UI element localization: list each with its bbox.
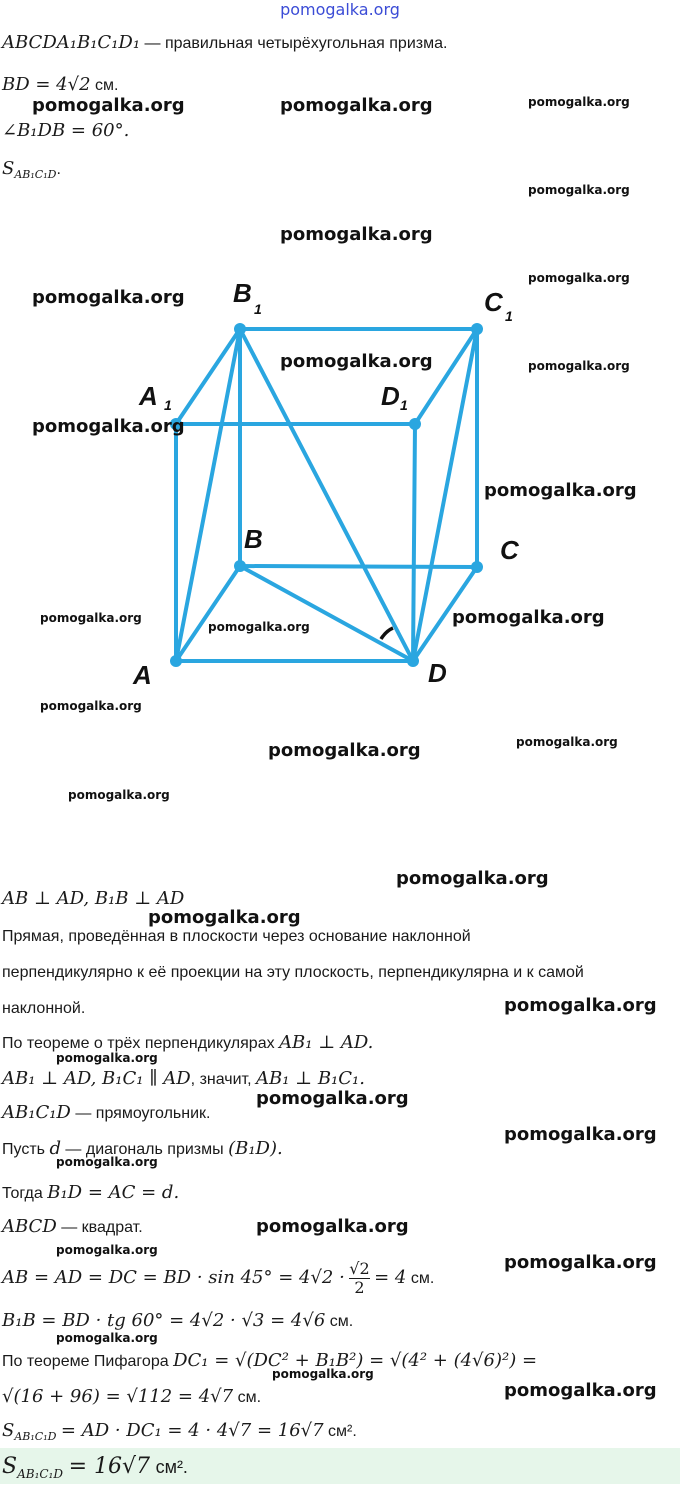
angle-arc xyxy=(381,628,393,639)
answer-s: S xyxy=(2,1454,18,1479)
watermark: pomogalka.org xyxy=(528,271,630,285)
pyth-math: DC₁ = √(DC² + B₁B²) = √(4² + (4√6)²) = xyxy=(173,1350,538,1371)
watermark: pomogalka.org xyxy=(504,1252,657,1273)
rule-line-3: наклонной. xyxy=(2,1000,86,1017)
watermark: pomogalka.org xyxy=(396,868,549,889)
area-unit: см². xyxy=(328,1423,357,1440)
label-D1: D xyxy=(381,381,400,411)
vertex-D1 xyxy=(409,418,421,430)
let-text-1: Пусть xyxy=(2,1141,45,1158)
given-find: $S_{AB_1C_1D}$. xyxy=(2,158,61,182)
answer-rest: = 16√7 xyxy=(68,1454,150,1479)
area-s: S xyxy=(2,1420,15,1441)
label-A1-sub: 1 xyxy=(164,397,172,413)
edge-DD1 xyxy=(413,424,415,661)
pyth-line xyxy=(2,1350,537,1373)
par-math-1: AB₁ ⊥ AD, B₁C₁ ∥ AD xyxy=(2,1068,191,1089)
then-line xyxy=(2,1182,179,1205)
angle-math: ∠B₁DB = 60°. xyxy=(2,120,130,141)
area-sub: AB₁C₁D xyxy=(14,1430,57,1444)
let-math-d: d xyxy=(49,1138,61,1159)
three-perp-math: AB₁ ⊥ AD. xyxy=(279,1032,374,1053)
vertex-A xyxy=(170,655,182,667)
watermark: pomogalka.org xyxy=(56,1331,158,1345)
watermark: pomogalka.org xyxy=(56,1155,158,1169)
prism-edges xyxy=(176,329,477,661)
let-math-2: (B₁D). xyxy=(228,1138,283,1159)
watermark: pomogalka.org xyxy=(148,907,301,928)
watermark: pomogalka.org xyxy=(280,95,433,116)
edge-BC xyxy=(240,566,477,567)
square-math: ABCD xyxy=(2,1216,57,1237)
label-B: B xyxy=(244,524,263,554)
watermark: pomogalka.org xyxy=(32,95,185,116)
rule-line-2: перпендикулярно к её проекции на эту плоскость, перпендикулярна и к самой xyxy=(2,964,584,981)
watermark: pomogalka.org xyxy=(528,183,630,197)
label-D1-sub: 1 xyxy=(400,397,408,413)
watermark: pomogalka.org xyxy=(484,480,637,501)
find-sub: AB₁C₁D xyxy=(14,168,57,182)
watermark: pomogalka.org xyxy=(516,735,618,749)
bd-unit: см. xyxy=(95,77,119,94)
ab-frac-den: 2 xyxy=(354,1278,365,1298)
square-line xyxy=(2,1216,143,1239)
diag-B1D xyxy=(240,329,413,661)
watermark: pomogalka.org xyxy=(56,1243,158,1257)
top-watermark: pomogalka.org xyxy=(280,0,400,19)
label-A: A xyxy=(133,660,152,690)
watermark: pomogalka.org xyxy=(504,1124,657,1145)
pyth-unit: см. xyxy=(237,1389,262,1406)
answer-unit: см². xyxy=(155,1457,188,1477)
watermark: pomogalka.org xyxy=(504,1380,657,1401)
three-perp-text: По теореме о трёх перпендикулярах xyxy=(2,1035,275,1052)
label-B1-sub: 1 xyxy=(254,301,262,317)
prism-math: ABCDA₁B₁C₁D₁ xyxy=(2,32,141,53)
answer-sub: AB₁C₁D xyxy=(17,1467,63,1481)
ab-math: AB = AD = DC = BD · sin 45° = 4√2 · xyxy=(2,1267,345,1288)
watermark: pomogalka.org xyxy=(452,607,605,628)
watermark: pomogalka.org xyxy=(528,359,630,373)
rect-math: AB₁C₁D xyxy=(2,1102,71,1123)
area-line xyxy=(2,1420,357,1448)
ab-frac-num: √2 xyxy=(349,1259,370,1279)
label-A1: A xyxy=(139,381,158,411)
watermark: pomogalka.org xyxy=(504,995,657,1016)
answer-line xyxy=(2,1456,188,1485)
vertex-B1 xyxy=(234,323,246,335)
rect-text: — прямоугольник. xyxy=(75,1105,211,1122)
watermark: pomogalka.org xyxy=(32,287,185,308)
vertex-C1 xyxy=(471,323,483,335)
area-rest: = AD · DC₁ = 4 · 4√7 = 16√7 xyxy=(60,1420,324,1441)
label-C1: C xyxy=(484,287,503,317)
b1b-line xyxy=(2,1310,353,1333)
then-math: B₁D = AC = d. xyxy=(47,1182,180,1203)
watermark: pomogalka.org xyxy=(280,351,433,372)
watermark: pomogalka.org xyxy=(56,1051,158,1065)
watermark: pomogalka.org xyxy=(208,620,310,634)
pyth-math-2: √(16 + 96) = √112 = 4√7 xyxy=(2,1386,234,1407)
b1b-unit: см. xyxy=(329,1313,354,1330)
pyth-line-2 xyxy=(2,1386,261,1409)
vertex-B xyxy=(234,560,246,572)
watermark: pomogalka.org xyxy=(272,1367,374,1381)
par-math-2: AB₁ ⊥ B₁C₁. xyxy=(256,1068,365,1089)
watermark: pomogalka.org xyxy=(32,416,185,437)
vertex-D xyxy=(407,655,419,667)
label-C1-sub: 1 xyxy=(505,308,513,324)
label-C: C xyxy=(500,535,519,565)
ab-result: = 4 xyxy=(374,1267,407,1288)
ab-fraction xyxy=(349,1260,369,1297)
find-math: S xyxy=(2,158,15,179)
watermark: pomogalka.org xyxy=(268,740,421,761)
square-text: — квадрат. xyxy=(61,1219,143,1236)
watermark: pomogalka.org xyxy=(68,788,170,802)
b1b-math: B₁B = BD · tg 60° = 4√2 · √3 = 4√6 xyxy=(2,1310,326,1331)
then-text: Тогда xyxy=(2,1185,43,1202)
perp-math: AB ⊥ AD, B₁B ⊥ AD xyxy=(2,888,185,909)
let-text-2: — диагональ призмы xyxy=(65,1141,224,1158)
watermark: pomogalka.org xyxy=(40,611,142,625)
watermark: pomogalka.org xyxy=(256,1088,409,1109)
ab-unit: см. xyxy=(410,1270,435,1287)
rule-line-1: Прямая, проведённая в плоскости через основание наклонной xyxy=(2,928,471,945)
rect-line xyxy=(2,1102,210,1125)
pyth-text: По теореме Пифагора xyxy=(2,1353,169,1370)
prism-text: — правильная четырёхугольная призма. xyxy=(144,35,448,52)
ab-line xyxy=(2,1258,434,1299)
vertex-C xyxy=(471,561,483,573)
bd-math: BD = 4√2 xyxy=(2,74,91,95)
label-B1: B xyxy=(233,278,252,308)
label-D: D xyxy=(428,658,447,688)
watermark: pomogalka.org xyxy=(40,699,142,713)
watermark: pomogalka.org xyxy=(256,1216,409,1237)
par-text: , значит, xyxy=(190,1071,252,1088)
watermark: pomogalka.org xyxy=(280,224,433,245)
watermark: pomogalka.org xyxy=(528,95,630,109)
